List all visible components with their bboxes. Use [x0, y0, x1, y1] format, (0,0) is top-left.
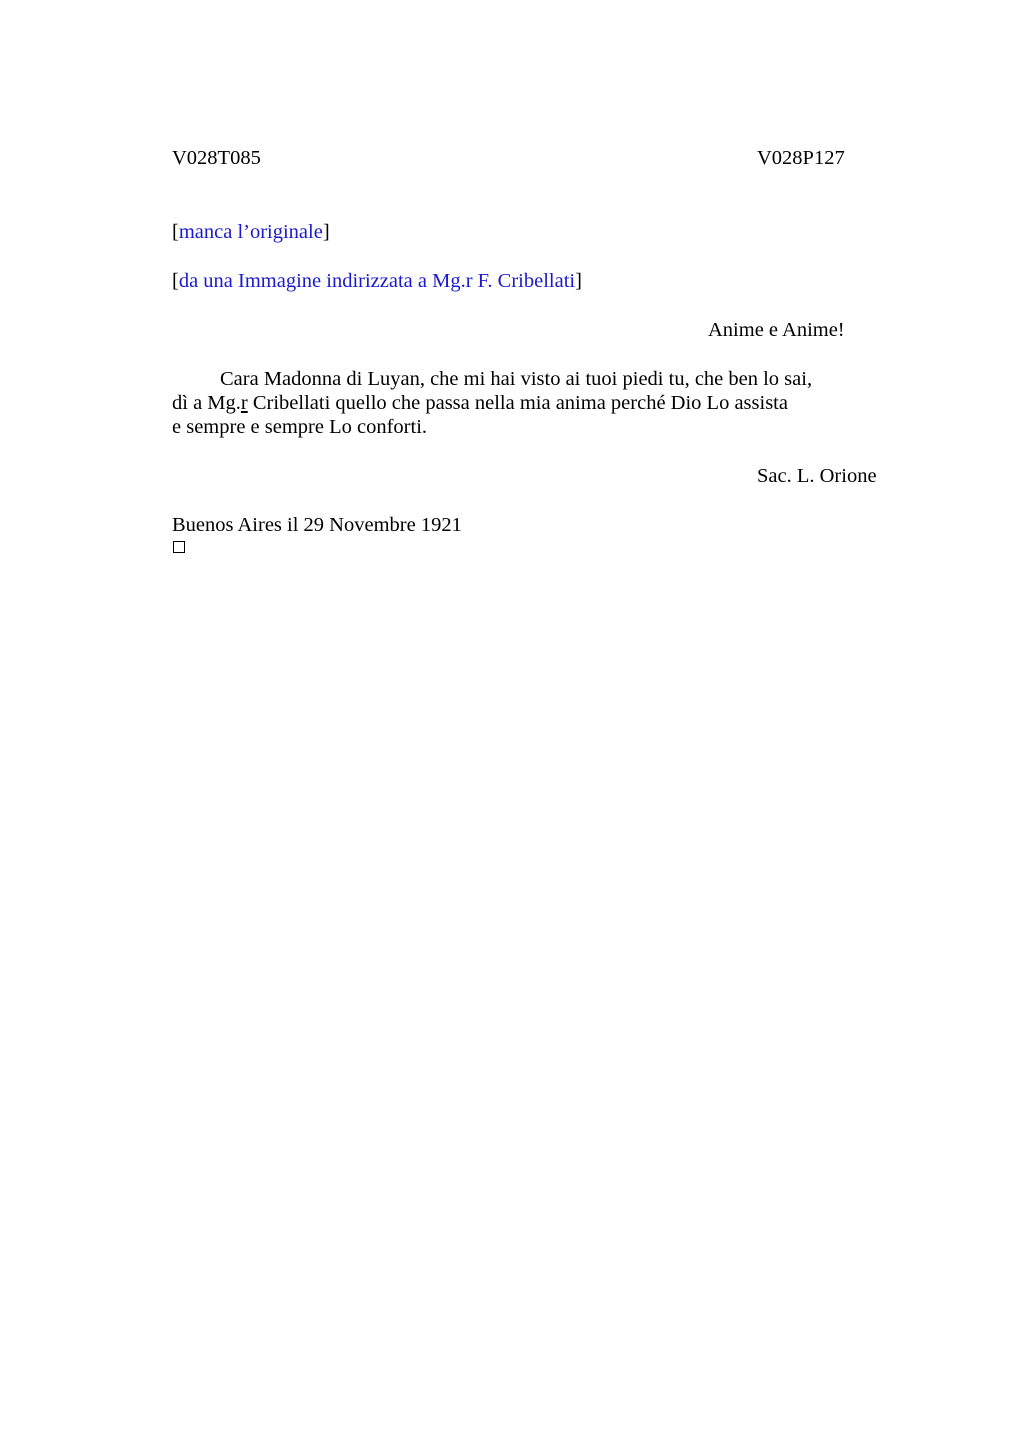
letter-line-2-start: dì a Mg.	[172, 392, 241, 414]
letter-line-2-end: Cribellati quello che passa nella mia anima perché Dio Lo assista	[247, 392, 788, 414]
source-note	[172, 269, 582, 293]
motto: Anime e Anime!	[708, 319, 845, 341]
place-date: Buenos Aires il 29 Novembre 1921	[172, 514, 462, 536]
document-code-left: V028T085	[172, 147, 261, 169]
superscript-abbreviation: r	[240, 392, 248, 414]
page-code-right: V028P127	[757, 147, 845, 169]
end-square-icon	[173, 541, 185, 553]
letter-line-1: Cara Madonna di Luyan, che mi hai visto ai tuoi piedi tu, che ben lo sai,	[220, 368, 813, 390]
letter-line-2	[172, 391, 788, 415]
bracket-open: [	[172, 270, 179, 292]
bracket-open: [	[172, 221, 179, 243]
signature: Sac. L. Orione	[757, 465, 877, 487]
bracket-close: ]	[575, 270, 582, 292]
source-text: da una Immagine indirizzata a Mg.r F. Cribellati	[178, 270, 576, 292]
missing-original-text: manca l’originale	[178, 221, 323, 243]
bracket-close: ]	[322, 221, 330, 243]
letter-line-3: e sempre e sempre Lo conforti.	[172, 416, 428, 438]
missing-original-note	[172, 220, 330, 244]
